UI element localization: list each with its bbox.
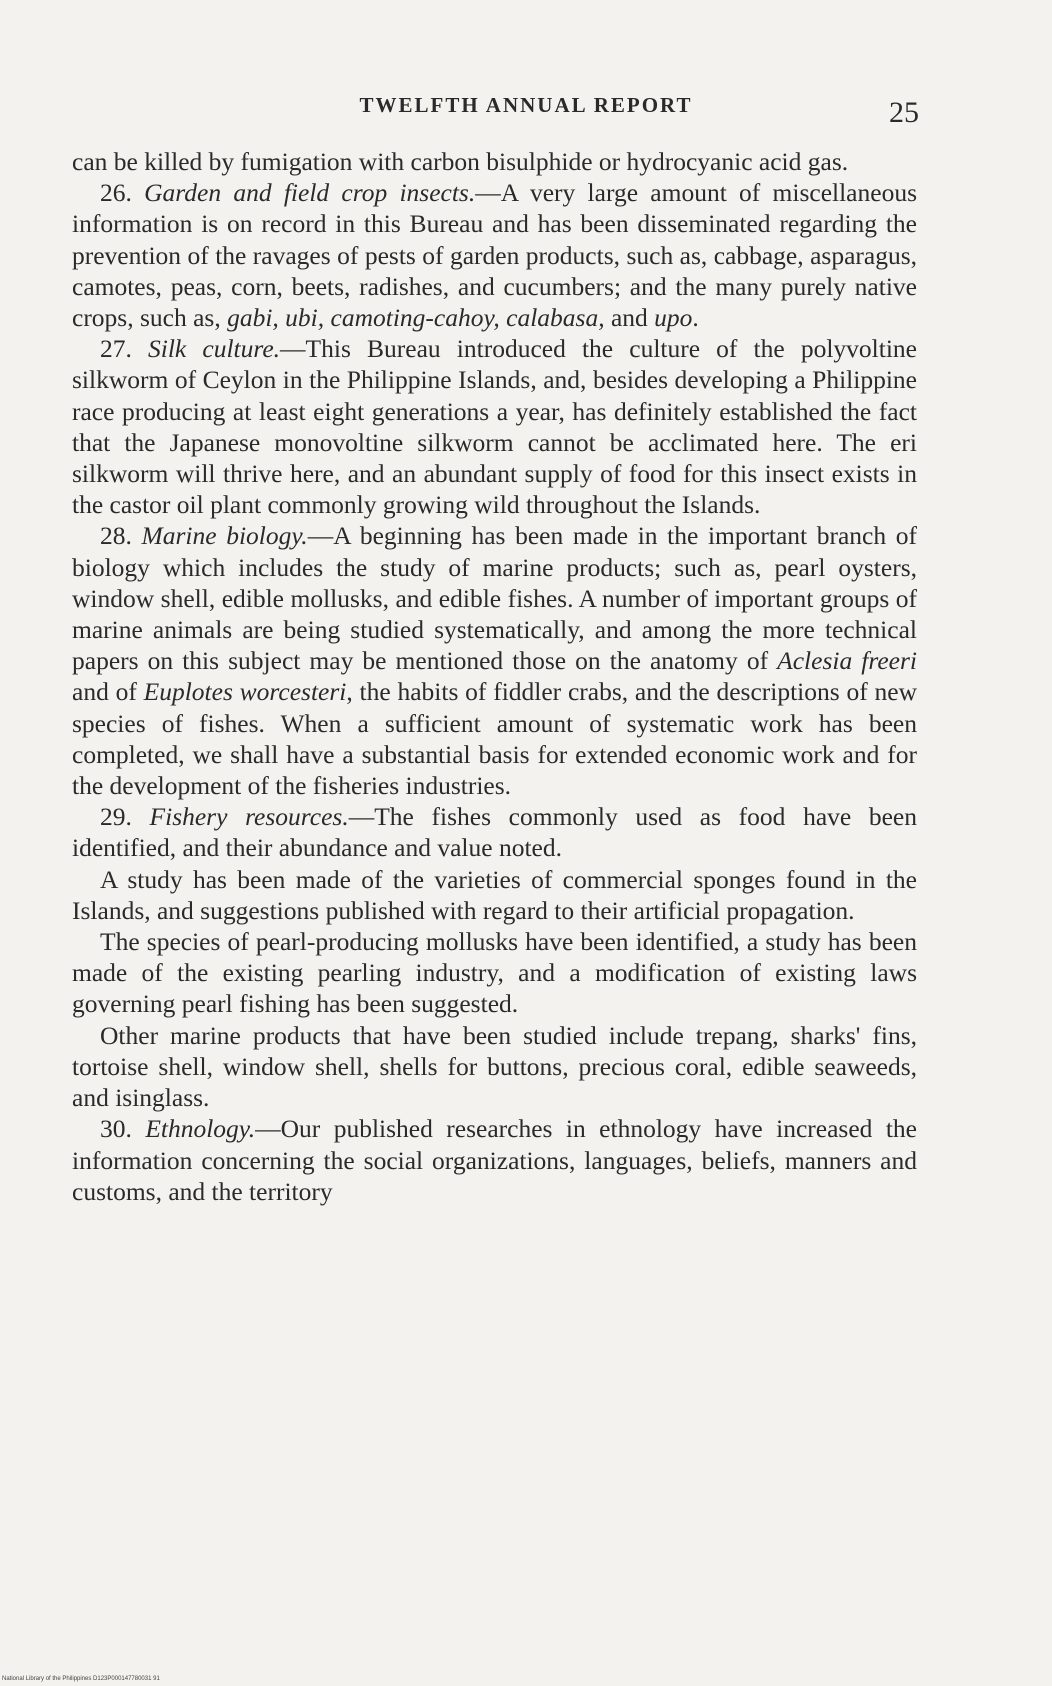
section-heading: Garden and field crop insects. <box>144 178 476 208</box>
paragraph-pearl-mollusks <box>72 926 917 1020</box>
species-name: Euplotes worcesteri <box>143 677 347 707</box>
native-crops: gabi, ubi, camoting-cahoy, calabasa, <box>227 303 605 333</box>
section-number: 28. <box>100 521 142 551</box>
section-heading: Fishery resources. <box>149 802 349 832</box>
native-crop-last: upo <box>654 303 693 333</box>
paragraph-text: —A beginning has been made in the important branch of biology which includes the study of marine products; such as, pearl oysters, window shell, edible mollusks, and edible fishes. A number of important groups of marine animals are being studied systematically, and among the more technical papers on this subject may be mentioned those on the anatomy of <box>72 521 918 676</box>
body-text <box>72 146 917 1207</box>
section-number: 30. <box>100 1114 146 1144</box>
paragraph-30 <box>72 1113 917 1207</box>
paragraph-text: can be killed by fumigation with carbon bisulphide or hydrocyanic acid gas. <box>72 147 849 176</box>
species-name: Aclesia freeri <box>777 646 917 676</box>
running-title: TWELFTH ANNUAL REPORT <box>359 93 693 117</box>
paragraph-text: Other marine products that have been studied include trepang, sharks' fins, tortoise shell, window shell, shells for buttons, precious coral, edible seaweeds, and isinglass. <box>72 1020 917 1113</box>
paragraph-29 <box>72 801 917 863</box>
paragraph-28 <box>72 520 917 801</box>
section-number: 29. <box>100 802 150 832</box>
paragraph-text: and <box>604 303 655 333</box>
paragraph-text: —The fishes commonly used as food have been identified, and their abundance and value noted. <box>72 802 917 863</box>
paragraph-text: , the habits of fiddler crabs, and the descriptions of new species of fishes. When a sufficient amount of systematic work has been completed, we shall have a substantial basis for extended economic work and for the development of the fisheries industries. <box>72 677 917 801</box>
paragraph-text: A study has been made of the varieties of commercial sponges found in the Islands, and suggestions published with regard to their artificial propagation. <box>72 864 917 925</box>
section-heading: Ethnology. <box>145 1114 256 1144</box>
section-number: 26. <box>100 178 145 208</box>
page-number: 25 <box>889 96 919 129</box>
section-heading: Marine biology. <box>141 521 308 551</box>
paragraph-27 <box>72 333 917 520</box>
paragraph-text: —This Bureau introduced the culture of the polyvoltine silkworm of Ceylon in the Philippine Islands, and, besides developing a Philippine race producing at least eight generations a year, has definitely established the fact that the Japanese monovoltine silkworm cannot be acclimated here. The eri silkworm will thrive here, and an abundant supply of food for this insect exists in the castor oil plant commonly growing wild throughout the Islands. <box>72 334 917 520</box>
paragraph-26 <box>72 177 917 333</box>
paragraph-text: . <box>692 303 699 333</box>
section-heading: Silk culture. <box>148 334 281 364</box>
section-number: 27. <box>100 334 149 364</box>
scan-credit: National Library of the Philippines D123P000147780031 91 <box>2 1676 160 1682</box>
paragraph-text: and of <box>72 677 144 707</box>
paragraph-marine-products <box>72 1020 917 1114</box>
paragraph-text: —Our published researches in ethnology have increased the information concerning the social organizations, languages, beliefs, manners and customs, and the territory <box>72 1114 918 1206</box>
paragraph-text: —A very large amount of miscellaneous information is on record in this Bureau and has been disseminated regarding the prevention of the ravages of pests of garden products, such as, cabbage, asparagus, camotes, peas, corn, beets, radishes, and cucumbers; and the many purely native crops, such as, <box>72 178 917 333</box>
paragraph-text: The species of pearl-producing mollusks have been identified, a study has been made of the existing pearling industry, and a modification of existing laws governing pearl fishing has been suggested. <box>72 927 917 1019</box>
paragraph-continued <box>72 146 917 177</box>
paragraph-sponges <box>72 864 917 926</box>
